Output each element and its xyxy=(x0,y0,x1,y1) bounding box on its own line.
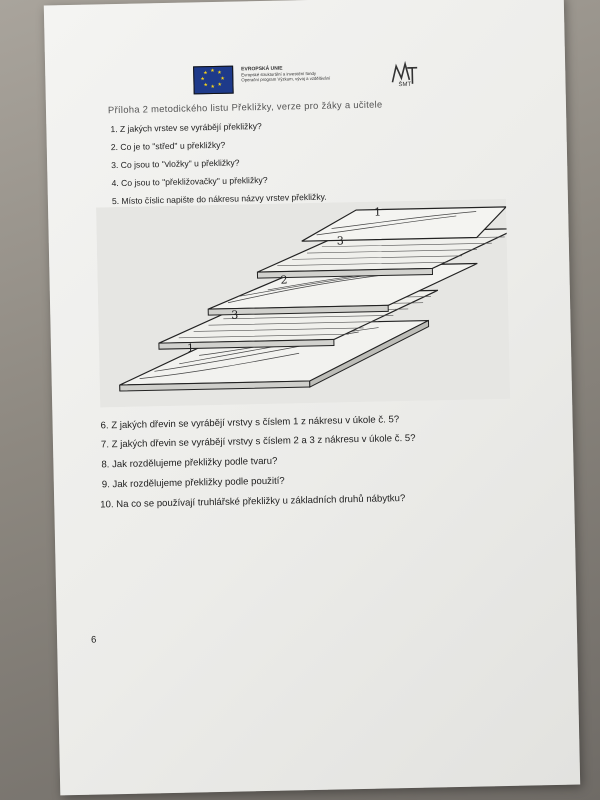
label-3-lower: 3 xyxy=(231,308,239,322)
eu-flag-logo: ★ ★ ★ ★ ★ ★ ★ ★ xyxy=(193,66,234,95)
eu-title: EVROPSKÁ UNIE xyxy=(241,65,283,73)
page-heading: Příloha 2 metodického listu Překližky, verze pro žáky a učitele xyxy=(107,98,383,116)
question-10: 10. Na co se používají truhlářské překližky u základních druhů nábytku? xyxy=(100,493,406,511)
question-1: 1. Z jakých vrstev se vyrábějí překližky? xyxy=(110,120,262,135)
question-7: 7. Z jakých dřevin se vyrábějí vrstvy s číslem 2 a 3 z nákresu v úkole č. 5? xyxy=(100,432,416,451)
question-2: 2. Co je to "střed" u překližky? xyxy=(110,139,226,153)
question-8: 8. Jak rozdělujeme překližky podle tvaru? xyxy=(101,455,278,471)
label-1-top: 1 xyxy=(374,205,382,219)
question-4: 4. Co jsou to "překližovačky" u překližky? xyxy=(111,174,268,189)
eu-line-1: Evropské strukturální a investiční fondy xyxy=(241,71,317,78)
eu-funding-text xyxy=(241,66,330,83)
label-3-upper: 3 xyxy=(336,234,344,248)
label-1-bottom: 1 xyxy=(186,341,195,355)
svg-text:ŠMT: ŠMT xyxy=(398,81,412,89)
worksheet-page xyxy=(44,0,580,795)
question-9: 9. Jak rozdělujeme překližky podle použití? xyxy=(101,475,285,491)
label-2: 2 xyxy=(280,273,288,287)
question-3: 3. Co jsou to "vložky" u překližky? xyxy=(111,157,240,171)
question-5: 5. Místo číslic napište do nákresu názvy vrstev překližky. xyxy=(111,191,327,207)
eu-line-2: Operační program Výzkum, vývoj a vzdělávání xyxy=(241,75,331,83)
msmt-logo xyxy=(389,60,420,89)
plywood-layers-drawing xyxy=(96,199,510,408)
question-6: 6. Z jakých dřevin se vyrábějí vrstvy s číslem 1 z nákresu v úkole č. 5? xyxy=(100,414,400,432)
page-number: 6 xyxy=(90,634,97,646)
header-logos xyxy=(193,54,574,102)
